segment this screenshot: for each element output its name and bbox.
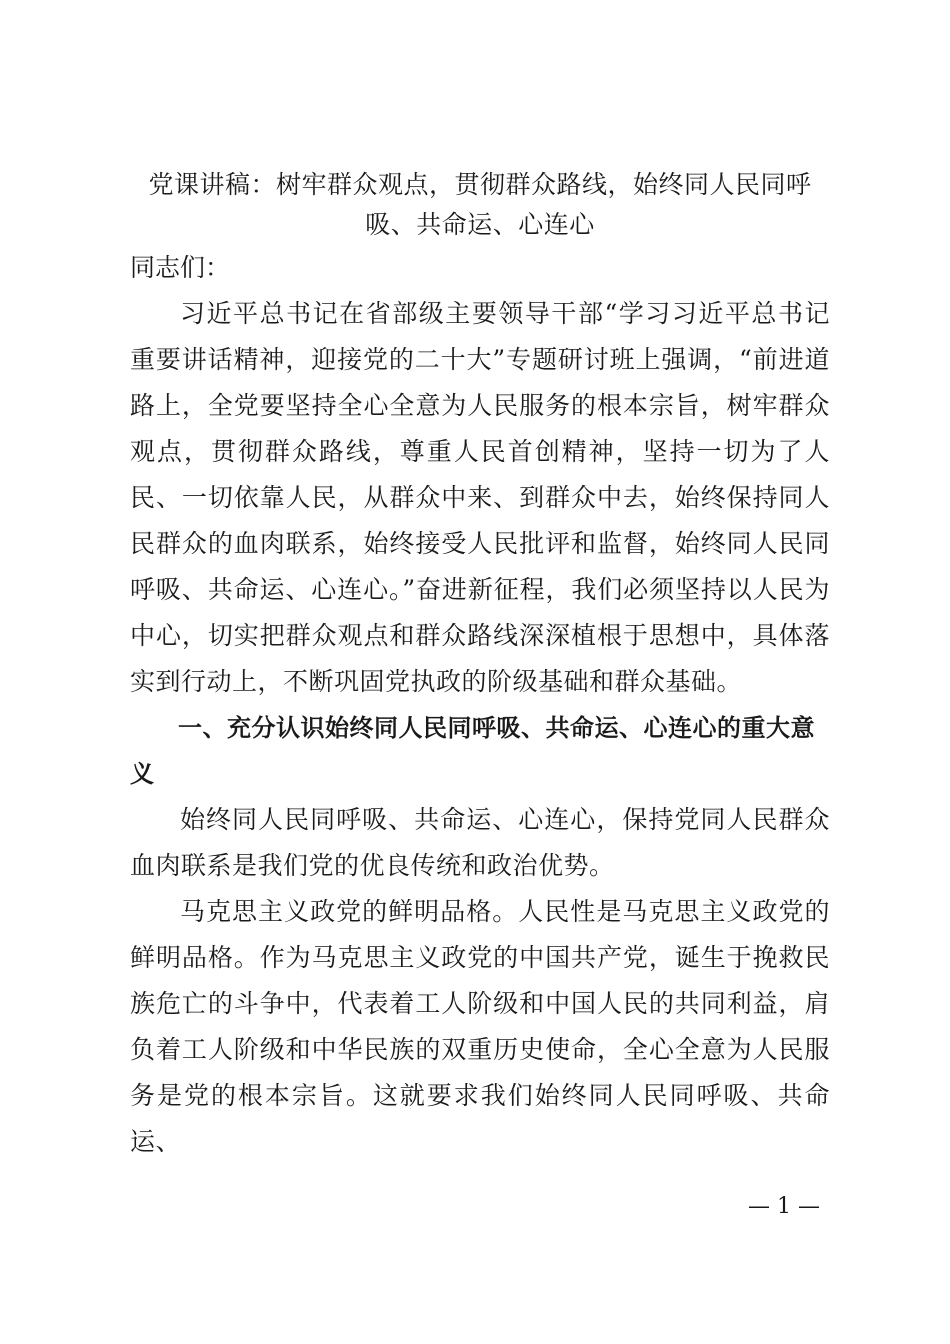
section-paragraph: 马克思主义政党的鲜明品格。人民性是马克思主义政党的鲜明品格。作为马克思主义政党的中国共产党，诞生于挽救民族危亡的斗争中，代表着工人阶级和中国人民的共同利益，肩负着工人阶级和中华民族的双重历史使命，全心全意为人民服务是党的根本宗旨。这就要求我们始终同人民同呼吸、共命运、 xyxy=(130,897,830,1156)
section-heading: 一、充分认识始终同人民同呼吸、共命运、心连心的重大意义 xyxy=(130,714,815,788)
section-paragraph: 始终同人民同呼吸、共命运、心连心，保持党同人民群众血肉联系是我们党的优良传统和政治优势。 xyxy=(130,805,830,880)
document-body xyxy=(130,165,830,1165)
document-title: 党课讲稿：树牢群众观点，贯彻群众路线，始终同人民同呼吸、共命运、心连心 xyxy=(148,170,812,239)
page-number: — 1 — xyxy=(748,1194,820,1219)
salutation: 同志们： xyxy=(130,253,231,282)
intro-paragraph: 习近平总书记在省部级主要领导干部“学习习近平总书记重要讲话精神，迎接党的二十大”专题研讨班上强调，“前进道路上，全党要坚持全心全意为人民服务的根本宗旨，树牢群众观点，贯彻群众路线，尊重人民首创精神，坚持一切为了人民、一切依靠人民，从群众中来、到群众中去，始终保持同人民群众的血肉联系，始终接受人民批评和监督，始终同人民同呼吸、共命运、心连心。”奋进新征程，我们必须坚持以人民为中心，切实把群众观点和群众路线深深植根于思想中，具体落实到行动上，不断巩固党执政的阶级基础和群众基础。 xyxy=(130,299,830,696)
